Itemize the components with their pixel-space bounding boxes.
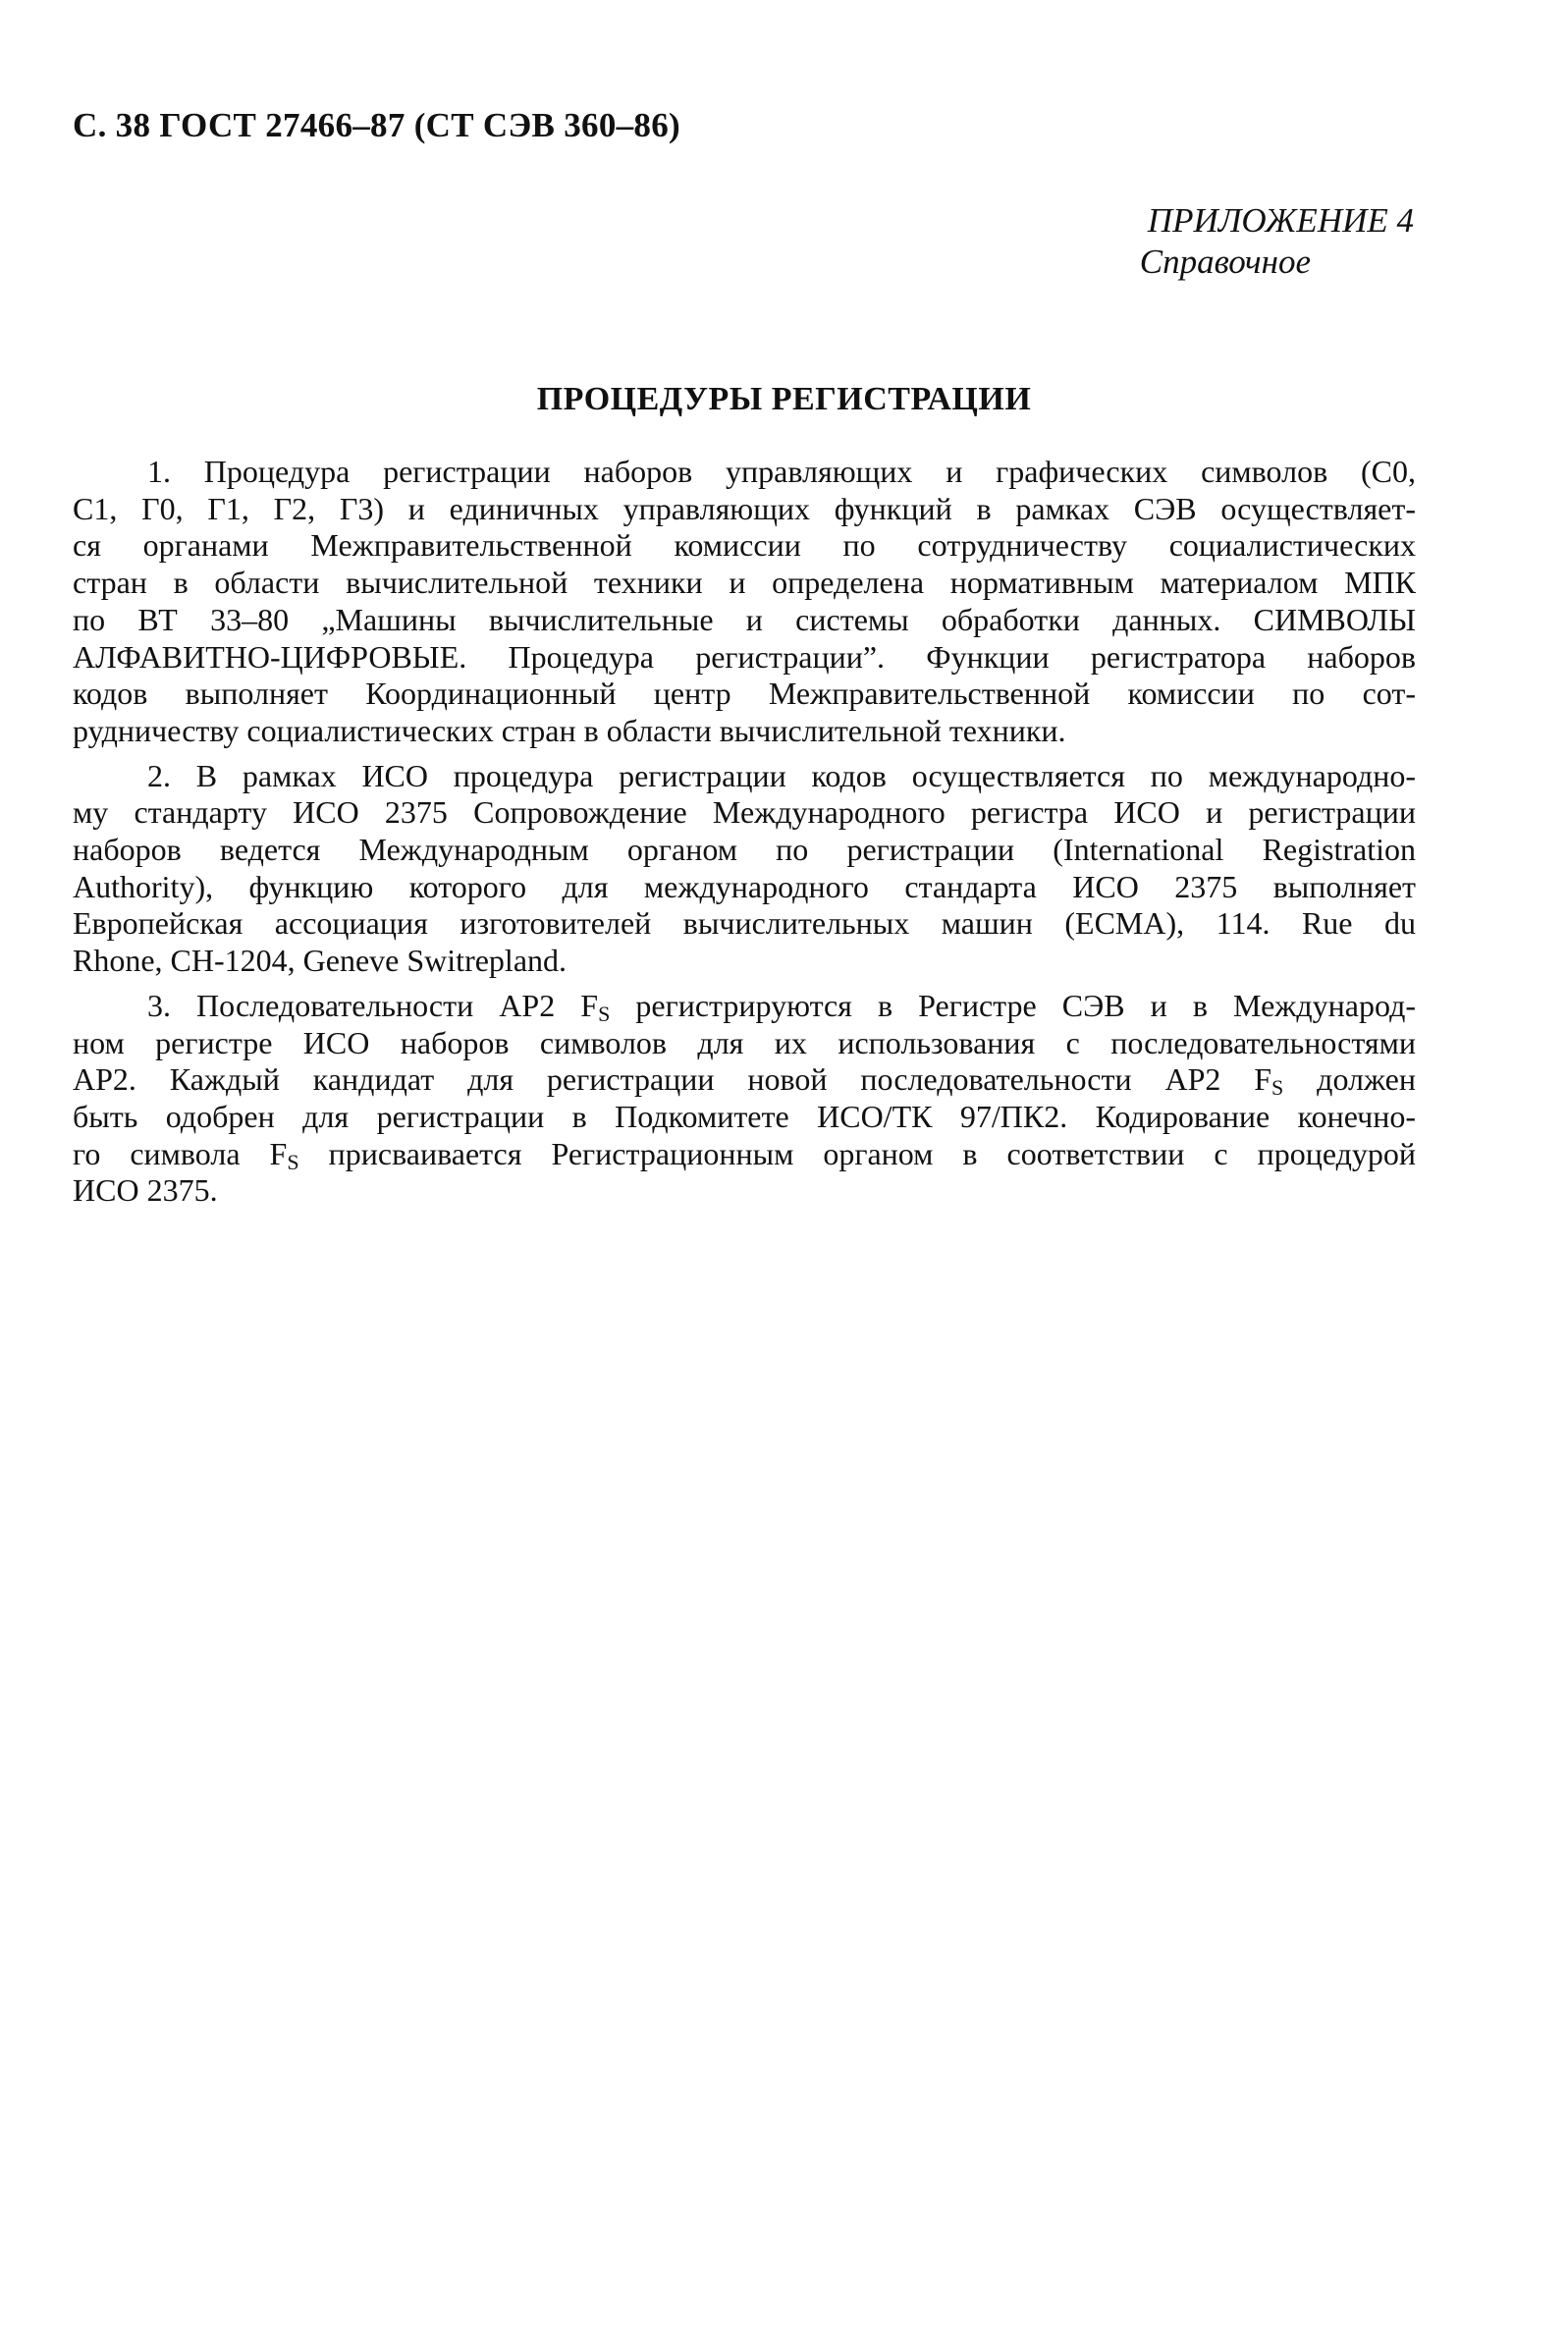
subscript-s: S (1271, 1075, 1284, 1101)
text-line: ном регистре ИСО наборов символов для их использования с последовательностями (73, 1024, 1416, 1060)
text-fragment: го символа F (73, 1135, 288, 1171)
text-fragment: должен (1283, 1061, 1417, 1098)
text-line: Authority), функцию которого для международного стандарта ИСО 2375 выполняет (73, 868, 1416, 904)
text-line: 2. В рамках ИСО процедура регистрации кодов осуществляется по международно- (147, 757, 1416, 793)
text-line: кодов выполняет Координационный центр Межправительственной комиссии по сот- (73, 676, 1416, 712)
paragraph-1 (73, 454, 1416, 750)
text-line: наборов ведется Международным органом по регистрации (International Registration (73, 832, 1416, 868)
appendix-block (1080, 200, 1414, 283)
text-line: рудничеству социалистических стран в области вычислительной техники. (73, 712, 1066, 748)
text-line: стран в области вычислительной техники и определена нормативным материалом МПК (73, 565, 1416, 601)
text-line: ся органами Межправительственной комиссии по сотрудничеству социалистических (73, 527, 1416, 564)
text-line: С1, Г0, Г1, Г2, Г3) и единичных управляющих функций в рамках СЭВ осуществляет- (73, 490, 1416, 526)
text-fragment: регистрируются в Регистре СЭВ и в Международ- (610, 987, 1417, 1023)
appendix-type: Справочное (1139, 243, 1311, 281)
text-line: му стандарту ИСО 2375 Сопровождение Международного регистра ИСО и регистрации (73, 794, 1416, 831)
text-line (73, 1136, 1416, 1173)
text-line (73, 1061, 1416, 1099)
text-fragment: 3. Последовательности АР2 F (147, 987, 599, 1023)
paragraph-2 (73, 758, 1416, 980)
section-title: ПРОЦЕДУРЫ РЕГИСТРАЦИИ (536, 381, 1032, 417)
text-fragment: АР2. Каждый кандидат для регистрации новой последовательности АР2 F (73, 1061, 1272, 1098)
appendix-label: ПРИЛОЖЕНИЕ 4 (1147, 201, 1414, 240)
paragraph-3 (73, 988, 1416, 1210)
text-line: быть одобрен для регистрации в Подкомитете ИСО/ТК 97/ПК2. Кодирование конечно- (73, 1098, 1416, 1134)
text-line: ИСО 2375. (73, 1172, 218, 1209)
page-header: С. 38 ГОСТ 27466–87 (СТ СЭВ 360–86) (73, 106, 680, 144)
text-line (73, 988, 1416, 1025)
text-line: 1. Процедура регистрации наборов управляющих и графических символов (С0, (147, 454, 1416, 489)
subscript-s: S (287, 1149, 299, 1174)
text-line: Rhone, CH-1204, Geneve Switrepland. (73, 943, 568, 979)
text-line: по ВТ 33–80 „Машины вычислительные и системы обработки данных. СИМВОЛЫ (73, 601, 1416, 637)
subscript-s: S (598, 1001, 611, 1026)
text-fragment: присваивается Регистрационным органом в соответствии с процедурой (298, 1135, 1417, 1171)
text-line: АЛФАВИТНО-ЦИФРОВЫЕ. Процедура регистрации”. Функции регистратора наборов (73, 638, 1416, 675)
text-line: Европейская ассоциация изготовителей вычислительных машин (ЕСМА), 114. Rue du (73, 905, 1416, 942)
document-body (73, 454, 1416, 1218)
